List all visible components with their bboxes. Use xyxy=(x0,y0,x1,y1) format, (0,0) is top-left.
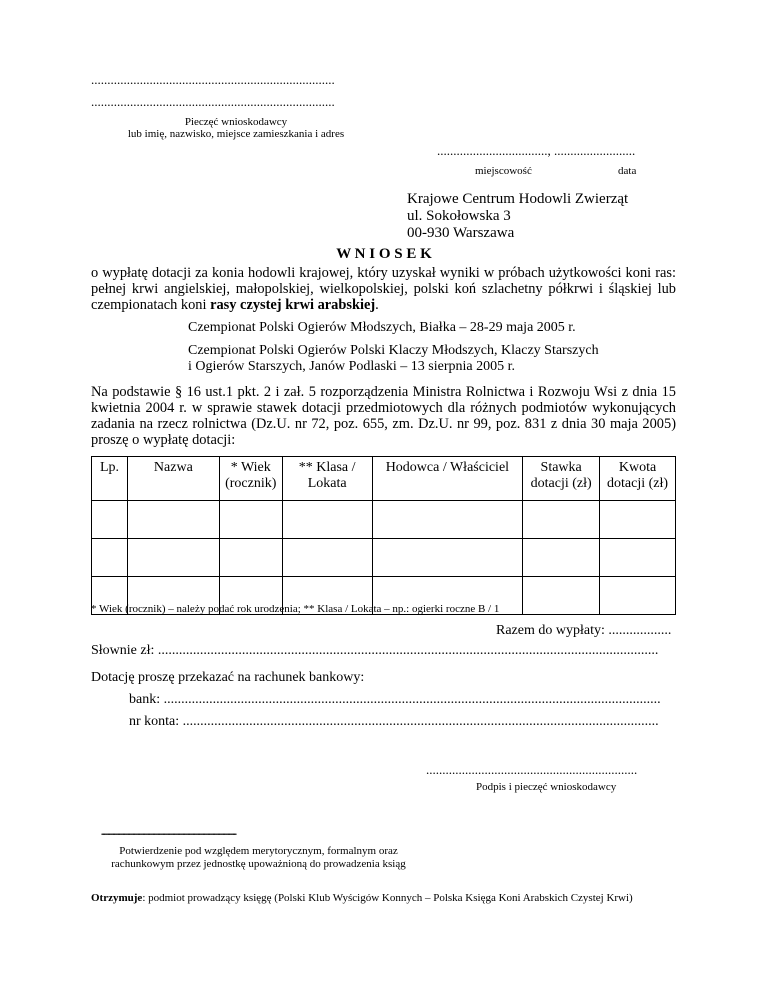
date-label: data xyxy=(618,165,637,177)
place-date-dots: .................................., ......................... xyxy=(437,143,636,158)
table-cell[interactable] xyxy=(127,501,219,539)
table-cell[interactable] xyxy=(600,539,676,577)
table-cell[interactable] xyxy=(219,501,282,539)
header-klasa xyxy=(282,457,372,501)
table-cell[interactable] xyxy=(92,539,128,577)
header-stawka-line-2: dotacji (zł) xyxy=(530,476,592,491)
header-stawka-line-1: Stawka xyxy=(540,460,582,475)
table-cell[interactable] xyxy=(372,501,523,539)
header-wiek-line-1: * Wiek xyxy=(230,460,271,475)
table-cell[interactable] xyxy=(523,501,600,539)
applicant-caption-line-2: lub imię, nazwisko, miejsce zamieszkania i adres xyxy=(127,128,345,140)
table-cell[interactable] xyxy=(523,577,600,615)
bank-intro: Dotację proszę przekazać na rachunek bankowy: xyxy=(91,670,365,685)
applicant-caption-line-1: Pieczęć wnioskodawcy xyxy=(184,116,288,128)
header-klasa-line-2: Lokata xyxy=(307,476,347,491)
table-cell[interactable] xyxy=(600,501,676,539)
header-wiek xyxy=(219,457,282,501)
table-cell[interactable] xyxy=(127,539,219,577)
subsidy-table xyxy=(91,456,676,615)
signature-label: Podpis i pieczęć wnioskodawcy xyxy=(476,781,617,793)
header-hodowca: Hodowca / Właściciel xyxy=(372,457,523,501)
signature-dots: ................................................................. xyxy=(426,762,638,777)
document-title: W N I O S E K xyxy=(336,246,432,262)
confirmation-line-1: Potwierdzenie pod względem merytorycznym, formalnym oraz xyxy=(119,845,398,857)
event-2-line-1: Czempionat Polski Ogierów Polski Klaczy Młodszych, Klaczy Starszych xyxy=(188,343,599,358)
recipient-line-2: ul. Sokołowska 3 xyxy=(407,208,511,224)
header-kwota xyxy=(600,457,676,501)
intro-bold-breed: rasy czystej krwi arabskiej xyxy=(210,297,376,313)
event-2 xyxy=(188,343,599,375)
recipient-line-3: 00-930 Warszawa xyxy=(407,225,515,241)
intro-end: . xyxy=(375,297,379,313)
header-klasa-line-1: ** Klasa / xyxy=(298,460,356,475)
confirmation-caption xyxy=(96,845,421,871)
table-cell[interactable] xyxy=(523,539,600,577)
amount-in-words: Słownie zł: ............................................................................................................................................... xyxy=(91,643,659,658)
header-kwota-line-1: Kwota xyxy=(618,460,657,475)
header-kwota-line-2: dotacji (zł) xyxy=(607,476,669,491)
applicant-caption xyxy=(91,116,381,140)
intro-paragraph xyxy=(91,265,676,313)
header-lp: Lp. xyxy=(92,457,128,501)
table-cell[interactable] xyxy=(282,501,372,539)
table-cell[interactable] xyxy=(219,539,282,577)
account-number-field[interactable]: nr konta: ........................................................................................................................................ xyxy=(129,714,659,729)
legal-basis-paragraph: Na podstawie § 16 ust.1 pkt. 2 i zał. 5 rozporządzenia Ministra Rolnictwa i Rozwoju Wsi z dnia 15 kwietnia 2004 r. w sprawie stawek dotacji przedmiotowych dla różnych podmiotów wykonujących zadania na rzecz rolnictwa (Dz.U. nr 72, poz. 655, zm. Dz.U. nr 99, poz. 831 z dnia 30 maja 2005) proszę o wypłatę dotacji: xyxy=(91,384,676,448)
confirmation-line-2: rachunkowym przez jednostkę upoważnioną do prowadzenia ksiąg xyxy=(111,858,406,870)
table-cell[interactable] xyxy=(600,577,676,615)
table-cell[interactable] xyxy=(282,539,372,577)
recipient-line-1: Krajowe Centrum Hodowli Zwierząt xyxy=(407,191,629,207)
table-header-row xyxy=(92,457,676,501)
intro-text: o wypłatę dotacji za konia hodowli krajowej, który uzyskał wyniki w próbach użytkowości koni ras: pełnej krwi angielskiej, małopolskiej, wielkopolskiej, polski koń szlachetny półkrwi i śląskiej lub czempionatach koni xyxy=(91,265,676,313)
applicant-dots-line-1: ........................................................................... xyxy=(91,72,335,87)
confirmation-dots: ............................................................................................................ xyxy=(101,827,236,837)
header-wiek-line-2: (rocznik) xyxy=(225,476,277,491)
header-nazwa: Nazwa xyxy=(127,457,219,501)
applicant-dots-line-2: ........................................................................... xyxy=(91,94,335,109)
event-2-line-2: i Ogierów Starszych, Janów Podlaski – 13 sierpnia 2005 r. xyxy=(188,359,516,374)
place-label: miejscowość xyxy=(475,165,532,177)
table-footnote: * Wiek (rocznik) – należy podać rok urodzenia; ** Klasa / Lokata – np.: ogierki roczne B / 1 xyxy=(91,603,500,615)
table-row xyxy=(92,501,676,539)
table-cell[interactable] xyxy=(372,539,523,577)
recipients-label: Otrzymuje xyxy=(91,892,143,904)
bank-name-field[interactable]: bank: .............................................................................................................................................. xyxy=(129,692,661,707)
header-stawka xyxy=(523,457,600,501)
recipients-text: : podmiot prowadzący księgę (Polski Klub Wyścigów Konnych – Polska Księga Koni Arabskich Czystej Krwi) xyxy=(142,892,633,904)
event-1: Czempionat Polski Ogierów Młodszych, Białka – 28-29 maja 2005 r. xyxy=(188,320,576,335)
table-row xyxy=(92,539,676,577)
total-to-pay: Razem do wypłaty: .................. xyxy=(496,623,672,638)
recipients-note xyxy=(91,892,633,904)
table-cell[interactable] xyxy=(92,501,128,539)
recipient-address xyxy=(407,191,628,242)
